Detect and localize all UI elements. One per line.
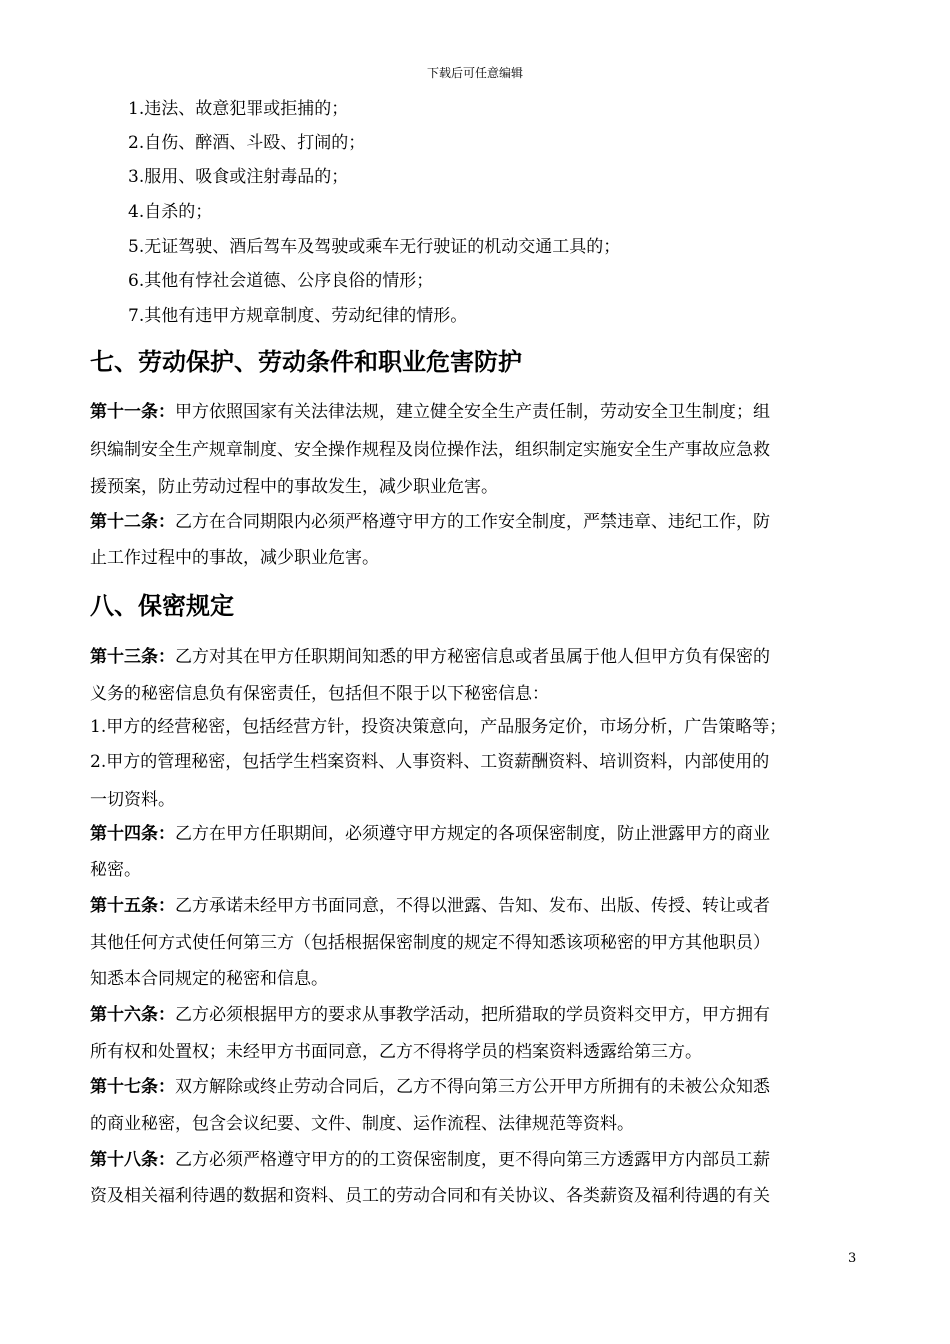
list-item: 5.无证驾驶、酒后驾车及驾驶或乘车无行驶证的机动交通工具的； [128, 237, 621, 257]
article-15-line-1: 第十五条：乙方承诺未经甲方书面同意，不得以泄露、告知、发布、出版、传授、转让或者 [90, 896, 770, 916]
list-item: 2.自伤、醉酒、斗殴、打闹的； [128, 133, 366, 153]
article-11-line-3: 援预案，防止劳动过程中的事故发生，减少职业危害。 [90, 477, 498, 497]
section-heading: 七、劳动保护、劳动条件和职业危害防护 [90, 348, 522, 376]
article-label: 第十一条： [90, 402, 175, 422]
article-label: 第十六条： [90, 1005, 175, 1025]
article-label: 第十八条： [90, 1150, 175, 1170]
article-12-line-2: 止工作过程中的事故，减少职业危害。 [90, 548, 379, 568]
article-13-line-1: 第十三条：乙方对其在甲方任职期间知悉的甲方秘密信息或者虽属于他人但甲方负有保密的 [90, 647, 770, 667]
list-item: 1.违法、故意犯罪或拒捕的； [128, 99, 349, 119]
article-13-line-5: 一切资料。 [90, 790, 175, 810]
article-12-line-1: 第十二条：乙方在合同期限内必须严格遵守甲方的工作安全制度，严禁违章、违纪工作，防 [90, 512, 770, 532]
article-17-line-1: 第十七条：双方解除或终止劳动合同后，乙方不得向第三方公开甲方所拥有的未被公众知悉 [90, 1077, 770, 1097]
article-label: 第十三条： [90, 647, 175, 667]
article-13-line-2: 义务的秘密信息负有保密责任，包括但不限于以下秘密信息： [90, 684, 549, 704]
article-label: 第十四条： [90, 824, 175, 844]
list-item: 6.其他有悖社会道德、公序良俗的情形； [128, 271, 434, 291]
article-14-line-1: 第十四条：乙方在甲方任职期间，必须遵守甲方规定的各项保密制度，防止泄露甲方的商业 [90, 824, 770, 844]
list-item: 7.其他有违甲方规章制度、劳动纪律的情形。 [128, 306, 468, 326]
article-11-line-1: 第十一条：甲方依照国家有关法律法规，建立健全安全生产责任制，劳动安全卫生制度；组 [90, 402, 770, 422]
section-heading: 八、保密规定 [90, 592, 234, 620]
article-17-line-2: 的商业秘密，包含会议纪要、文件、制度、运作流程、法律规范等资料。 [90, 1114, 634, 1134]
article-13-line-3: 1.甲方的经营秘密，包括经营方针，投资决策意向，产品服务定价，市场分析，广告策略等； [90, 717, 787, 737]
article-18-line-2: 资及相关福利待遇的数据和资料、员工的劳动合同和有关协议、各类薪资及福利待遇的有关 [90, 1186, 770, 1206]
article-label: 第十七条： [90, 1077, 175, 1097]
article-13-line-4: 2.甲方的管理秘密，包括学生档案资料、人事资料、工资薪酬资料、培训资料，内部使用的 [90, 752, 770, 772]
article-16-line-1: 第十六条：乙方必须根据甲方的要求从事教学活动，把所猎取的学员资料交甲方，甲方拥有 [90, 1005, 770, 1025]
page-number: 3 [848, 1251, 857, 1266]
article-14-line-2: 秘密。 [90, 860, 141, 880]
article-11-line-2: 织编制安全生产规章制度、安全操作规程及岗位操作法，组织制定实施安全生产事故应急救 [90, 440, 770, 460]
article-16-line-2: 所有权和处置权；未经甲方书面同意，乙方不得将学员的档案资料透露给第三方。 [90, 1042, 702, 1062]
article-label: 第十二条： [90, 512, 175, 532]
article-label: 第十五条： [90, 896, 175, 916]
article-15-line-2: 其他任何方式使任何第三方（包括根据保密制度的规定不得知悉该项秘密的甲方其他职员） [90, 933, 770, 953]
list-item: 4.自杀的； [128, 202, 213, 222]
article-15-line-3: 知悉本合同规定的秘密和信息。 [90, 969, 328, 989]
article-18-line-1: 第十八条：乙方必须严格遵守甲方的的工资保密制度，更不得向第三方透露甲方内部员工薪 [90, 1150, 770, 1170]
page-header: 下载后可任意编辑 [426, 66, 523, 80]
list-item: 3.服用、吸食或注射毒品的； [128, 167, 349, 187]
